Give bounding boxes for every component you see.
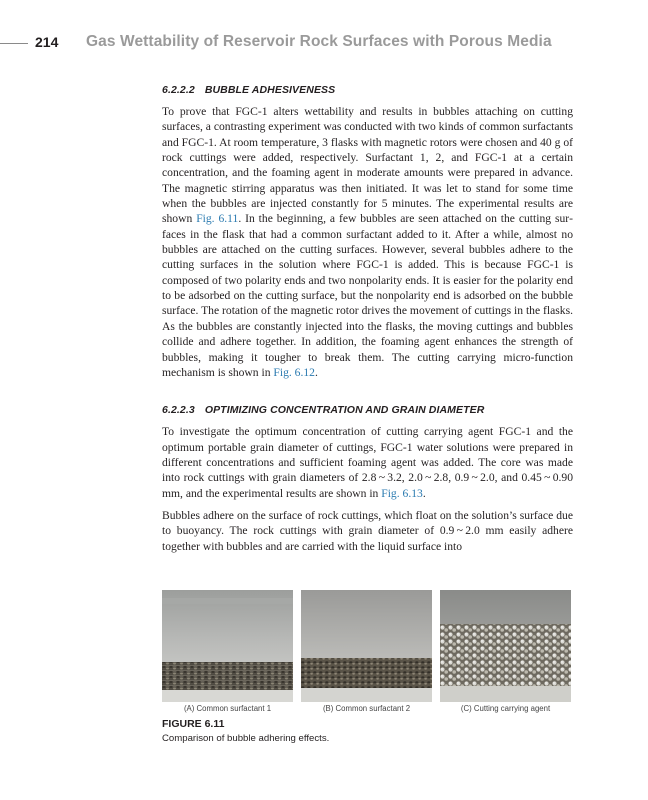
body-text — [162, 84, 573, 554]
paragraph-text: . — [422, 486, 426, 500]
page-number: 214 — [35, 34, 59, 50]
figure-reference-link[interactable]: Fig. 6.11 — [196, 212, 239, 226]
subcaption-b: (B) Common surfactant 2 — [322, 704, 411, 713]
subcaption-a: (A) Common surfactant 1 — [183, 704, 272, 713]
section-number: 6.2.2.2 — [162, 84, 195, 96]
figure-6-11-photos — [162, 590, 572, 702]
paragraph: Bubbles adhere on the surface of rock cuttings, which float on the solution’s surface due to buoyancy. The rock cuttings with grain diameter of 0.9 ~ 2.0 mm easily adhere together with bubbles and are carried with the liquid surface into — [162, 508, 573, 553]
photo-common-surfactant-1 — [162, 590, 293, 702]
section-title: OPTIMIZING CONCENTRATION AND GRAIN DIAMETER — [204, 404, 485, 417]
paragraph-text: . In the beginning, a few bubbles are seen attached on the cutting surfaces in the flask that had a common surfactant added to it. After a while, almost no bubbles are attached on the cutting surfaces. However, several bubbles adhere to the cutting surfaces in the solution where FGC-1 is added. This is because FGC-1 is composed of two polarity ends and two nonpolarity ends. It is easier for the polarity end to be adsorbed on the cutting surface, but the nonpolarity end is adsorbed on the bubble surface. The rotation of the magnetic rotor drives the movement of cuttings in the flasks. As the bubbles are constantly injected into the flasks, the moving cuttings and bubbles collide and adhere together. In addition, the foaming agent enhances the strength of bubbles, making it tougher to break them. The cutting carrying micro-function mechanism is shown in — [162, 212, 573, 379]
paragraph — [162, 104, 573, 380]
figure-label: FIGURE 6.11 — [162, 718, 225, 730]
figure-subcaptions — [162, 704, 572, 713]
paragraph — [162, 424, 573, 501]
section-heading-optimizing-concentration — [162, 404, 573, 416]
section-number: 6.2.2.3 — [162, 404, 195, 417]
section-heading-bubble-adhesiveness — [162, 84, 573, 96]
figure-reference-link[interactable]: Fig. 6.13 — [381, 486, 423, 500]
running-title: Gas Wettability of Reservoir Rock Surfaces with Porous Media — [86, 33, 552, 50]
subcaption-c: (C) Cutting carrying agent — [460, 704, 551, 713]
photo-cutting-carrying-agent — [440, 590, 571, 702]
section-title: BUBBLE ADHESIVENESS — [204, 84, 336, 96]
header-rule — [0, 43, 28, 44]
paragraph-text: To investigate the optimum concentration of cutting carrying agent FGC-1 and the optimum portable grain diameter of cuttings, FGC-1 water solutions were prepared in different concentrations and sufficient foaming agent was added. The core was made into rock cuttings with grain diameters of 2.8 ~ 3.2, 2.0 ~ 2.8, 0.9 ~ 2.0, and 0.45 ~ 0.90 mm, and the experimental results are shown in — [162, 425, 573, 500]
paragraph-text: . — [314, 365, 318, 379]
photo-common-surfactant-2 — [301, 590, 432, 702]
paragraph-text: To prove that FGC-1 alters wettability and results in bubbles attaching on cutting surfaces, a contrasting experiment was conducted with two kinds of common surfactants and FGC-1. At room temperature, 3 flasks with magnetic rotors were chosen and 40 g of rock cuttings were added, respectively. Surfactant 1, 2, and FGC-1 at a certain concentration, and the foaming agent in moderate amounts were prepared in advance. The magnetic stirring apparatus was then initiated. It was let to stand for some time when the bubbles are injected constantly for 5 minutes. The experimental results are shown — [162, 105, 573, 226]
figure-reference-link[interactable]: Fig. 6.12 — [273, 365, 315, 379]
figure-caption: Comparison of bubble adhering effects. — [162, 733, 330, 744]
